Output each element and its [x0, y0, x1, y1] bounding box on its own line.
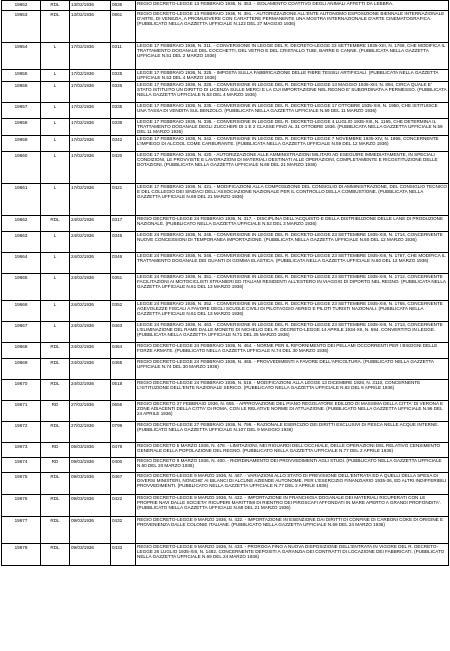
record-number: 19678 — [2, 543, 41, 565]
record-number: 19668 — [2, 342, 41, 358]
act-type: L — [41, 43, 70, 70]
act-date: 17/02/1936 — [70, 135, 111, 151]
act-date: 24/02/1936 — [70, 273, 111, 300]
act-type: RDL — [41, 472, 70, 494]
record-number: 19670 — [2, 379, 41, 400]
act-type: L — [41, 70, 70, 82]
act-description: REGIO DECRETO-LEGGE 9 MARZO 1936, N. 467. - VARIAZIONI ALLO STATO DI PREVISIONE DELL'ENTRATA ED A QUELLI DELLA SPESA DI DIVERSI MINISTERI, NONCHE' AI BILANCI DI ALCUNE AZIENDE AUTONOME, PER L'ESERCIZIO FINANZIARIO 1935-36, ED ALTRI INDIFFERIBILI PROVVEDIMENTI. (PUBBLICATO NELLA GAZZETTA UFFICIALE N.77 DEL 2 APRILE 1936) — [136, 472, 449, 494]
act-description: LEGGE 24 FEBBRAIO 1936, N. 463. - CONVERSIONE IN LEGGE DEL R. DECRETO-LEGGE 23 SETTEMBRE 1935-XIII, N. 1713, CONCERNENTE L'ELIMINAZIONE DEL RAME DALLE MONETE DI NICHELIO DEL R. DECRETO-LEGGE 14 APRILE 1934-XII, N. 594. CONVERTITO IN LEGGE. (PUBBLICATA NELLA GAZZETTA UFFICIALE N.71 DEL 25 MARZO 1936) — [136, 321, 449, 342]
record-number: 19652 — [2, 1, 41, 11]
act-date: 24/02/1936 — [70, 231, 111, 252]
act-code: 0432 — [111, 516, 136, 543]
table-row — [2, 300, 449, 321]
act-date: 09/03/1936 — [70, 457, 111, 472]
act-type: L — [41, 103, 70, 119]
act-code: 0325 — [111, 70, 136, 82]
act-code: 0422 — [111, 494, 136, 516]
act-date: 17/02/1936 — [70, 43, 111, 70]
record-number: 19669 — [2, 358, 41, 379]
act-date: 17/02/1936 — [70, 183, 111, 215]
act-description: LEGGE 24 FEBBRAIO 1936, N. 345. - CONVERSIONE IN LEGGE DEL R. DECRETO-LEGGE 23 SETTEMBRE 1935-XIII, N. 1714, CONCERNENTE NUOVE CONCESSIONI DI TEMPORANEA IMPORTAZIONE. (PUBBLICATA NELLA GAZZETTA UFFICIALE N.60 DEL 12 MARZO 1936) — [136, 231, 449, 252]
act-description: REGIO DECRETO 5 MARZO 1936, N. 478. - LIMITAZIONI, NEI RIGUARDI DELL'OCCHIALE, DELLE OPERAZIONI DEL RELATIVO CENSIMENTO GENERALE DELLA POPOLAZIONE DEL REGNO. (PUBBLICATO NELLA GAZZETTA UFFICIALE N.77 DEL 2 APRILE 1936) — [136, 442, 449, 457]
act-description: LEGGE 24 FEBBRAIO 1936, N. 351. - CONVERSIONE IN LEGGE DEL R. DECRETO-LEGGE 23 SETTEMBRE 1935-XIII, N. 1712, CONCERNENTE FACILITAZIONI AI MOTOCICLISTI STRANIERI ED ITALIANI RESIDENTI ALL'ESTERO IN VIAGGIO DI DIPORTO NEL REGNO. (PUBBLICATA NELLA GAZZETTA UFFICIALE N.61 DEL 13 MARZO 1936) — [136, 273, 449, 300]
act-code: 0352 — [111, 300, 136, 321]
table-row — [2, 135, 449, 151]
table-row — [2, 103, 449, 119]
record-number: 19675 — [2, 472, 41, 494]
act-code: 0342 — [111, 135, 136, 151]
table-row — [2, 379, 449, 400]
table-row — [2, 472, 449, 494]
table-row — [2, 1, 449, 11]
act-type: RDL — [41, 494, 70, 516]
act-type: L — [41, 252, 70, 273]
act-description: REGIO DECRETO-LEGGE 24 FEBBRAIO 1936, N. 518. - MODIFICAZIONI ALLA LEGGE 13 DICEMBRE 1928, N. 3110, CONCERNENTE L'ISTITUZIONE DELL'ENTE NAZIONALE SERICO. (PUBBLICATO NELLA GAZZETTA UFFICIALE N.82 DEL 8 APRILE 1936) — [136, 379, 449, 400]
table-row — [2, 442, 449, 457]
act-description: LEGGE 17 FEBBRAIO 1936, N. 335. - CONVERSIONE IN LEGGE DEL R. DECRETO-LEGGE 17 OTTOBRE 1935-XIII, N. 1950, CHE ISTITUISCE UNA TASSA DI VENDITA SUL BENZOLO. (PUBBLICATA NELLA GAZZETTA UFFICIALE N.59 DEL 11 MARZO 1936) — [136, 103, 449, 119]
act-code: 0463 — [111, 321, 136, 342]
act-code: 0317 — [111, 215, 136, 231]
act-code: 0478 — [111, 442, 136, 457]
record-number: 19658 — [2, 119, 41, 136]
act-date: 24/02/1936 — [70, 252, 111, 273]
record-number: 19666 — [2, 300, 41, 321]
act-date: 27/02/1936 — [70, 400, 111, 421]
record-number: 19664 — [2, 252, 41, 273]
record-number: 19676 — [2, 494, 41, 516]
act-code: 0655 — [111, 400, 136, 421]
act-date: 24/02/1936 — [70, 342, 111, 358]
table-row — [2, 43, 449, 70]
table-row — [2, 273, 449, 300]
act-code: 0465 — [111, 358, 136, 379]
table-row — [2, 151, 449, 183]
decree-table — [1, 0, 449, 566]
act-code: 0345 — [111, 231, 136, 252]
act-description: LEGGE 17 FEBBRAIO 1936, N. 325. - IMPOSTA SULLA FABBRICAZIONE DELLE FIBRE TESSILI ARTIFICIALI. (PUBBLICATA NELLA GAZZETTA UFFICIALE N.53 DEL 4 MARZO 1936) — [136, 70, 449, 82]
act-code: 0351 — [111, 273, 136, 300]
act-type: RD — [41, 400, 70, 421]
act-code: 0835 — [111, 1, 136, 11]
act-description: REGIO DECRETO-LEGGE 13 FEBBRAIO 1936, N. 353. - ISOLAMENTO COATTIVO DEGLI ANIMALI AFFETTI DA LEBBRA. — [136, 1, 449, 11]
act-type: L — [41, 119, 70, 136]
act-code: 0335 — [111, 103, 136, 119]
act-date: 09/03/1936 — [70, 472, 111, 494]
record-number: 19655 — [2, 70, 41, 82]
table-row — [2, 358, 449, 379]
act-type: RDL — [41, 516, 70, 543]
record-number: 19654 — [2, 43, 41, 70]
act-description: LEGGE 17 FEBBRAIO 1936, N. 421. - MODIFICAZIONI ALLA COMPOSIZIONE DEL CONSIGLIO DI AMMINISTRAZIONE, DEL CONSIGLIO TECNICO E DEL COLLEGIO DEI SINDACI DELL'ASSOCIAZIONE NAZIONALE PER IL CONTROLLO DELLA COMBUSTIONE. (PUBBLICATA NELLA GAZZETTA UFFICIALE N.68 DEL 21 MARZO 1936) — [136, 183, 449, 215]
table-row — [2, 215, 449, 231]
record-number: 19665 — [2, 273, 41, 300]
table-row — [2, 183, 449, 215]
act-description: REGIO DECRETO-LEGGE 24 FEBBRAIO 1936, N. 465. - PROVVEDIMENTI A FAVORE DELL'APICOLTURA. (PUBBLICATO NELLA GAZZETTA UFFICIALE N.74 DEL 30 MARZO 1936) — [136, 358, 449, 379]
act-code: 0518 — [111, 379, 136, 400]
act-date: 17/02/1936 — [70, 119, 111, 136]
act-description: REGIO DECRETO-LEGGE 13 FEBBRAIO 1936, N. 391. - AUTORIZZAZIONE ALL'ENTE AUTONOMO ESPOSIZIONE BIENNALE INTERNAZIONALE D'ARTE, DI VENEZIA, A PROMUOVERE CON CARATTERE PERMANENTE UNA MOSTRA INTERNAZIONALE D'ARTE CINEMATOGRAFICA. (PUBBLICATO NELLA GAZZETTA UFFICIALE N.122 DEL 27 MAGGIO 1936) — [136, 11, 449, 43]
table-row — [2, 11, 449, 43]
act-code: 0400 — [111, 457, 136, 472]
act-description: REGIO DECRETO-LEGGE 24 FEBBRAIO 1936, N. 317. - DISCIPLINA DELL'ACQUISTO E DELLA DISTRIBUZIONE DELLE LANE DI PRODUZIONE NAZIONALE. (PUBBLICATO NELLA GAZZETTA UFFICIALE N.52 DEL 3 MARZO 1936) — [136, 215, 449, 231]
act-date: 17/02/1936 — [70, 103, 111, 119]
act-description: LEGGE 24 FEBBRAIO 1936, N. 346. - CONVERSIONE IN LEGGE DEL R. DECRETO-LEGGE 23 SETTEMBRE 1935-XIII, N. 1767, CHE MODIFICA IL TRATTAMENTO DOGANALE DEI GUANTI DI GOMMA ELASTICA. (PUBBLICATA NELLA GAZZETTA UFFICIALE N.60 DEL 12 MARZO 1936) — [136, 252, 449, 273]
act-date: 24/02/1936 — [70, 321, 111, 342]
act-type: L — [41, 151, 70, 183]
act-description: REGIO DECRETO-LEGGE 9 MARZO 1936, N. 433. - PROROGA FINO A NUOVA DISPOSIZIONE DELL'ENTRATA IN VIGORE DEL R. DECRETO-LEGGE 26 LUGLIO 1935-XIII, N. 1482, CONCERNENTE DEPOSITI A GARANZIA DEI CONTRATTI DI LOCAZIONE DEI FABBRICATI. (PUBBLICATO NELLA GAZZETTA UFFICIALE N.69 DEL 24 MARZO 1936) — [136, 543, 449, 565]
act-description: LEGGE 17 FEBBRAIO 1936, N. 342. - CONVERSIONE IN LEGGE DEL R. DECRETO-LEGGE 7 NOVEMBRE 1935-XIV, N. 1965, CONCERNENTE L'IMPIEGO DI ALCOOL COME CARBURANTE. (PUBBLICATA NELLA GAZZETTA UFFICIALE N.59 DEL 12 MARZO 1936) — [136, 135, 449, 151]
record-number: 19672 — [2, 421, 41, 442]
act-description: REGIO DECRETO-LEGGE 27 FEBBRAIO 1936, N. 799. - RAZIONALE ESERCIZIO DEI DIRITTI ESCLUSIVI DI PESCA NELLE ACQUE INTERNE. (PUBBLICATO NELLA GAZZETTA UFFICIALE N.107 DEL 9 MAGGIO 1936) — [136, 421, 449, 442]
act-code: 0799 — [111, 421, 136, 442]
table-row — [2, 457, 449, 472]
act-type: RD — [41, 457, 70, 472]
record-number: 19667 — [2, 321, 41, 342]
act-type: RDL — [41, 358, 70, 379]
act-date: 27/02/1936 — [70, 421, 111, 442]
act-date: 17/02/1936 — [70, 82, 111, 103]
act-date: 24/02/1936 — [70, 300, 111, 321]
act-date: 24/02/1936 — [70, 358, 111, 379]
record-number: 19659 — [2, 135, 41, 151]
act-date: 09/03/1936 — [70, 543, 111, 565]
table-row — [2, 252, 449, 273]
table-row — [2, 70, 449, 82]
act-description: LEGGE 17 FEBBRAIO 1936, N. 311. - CONVERSIONE IN LEGGE DEL R. DECRETO-LEGGE 23 SETTEMBRE 1935-XIII, N. 1769, CHE MODIFICA IL TRATTAMENTO DOGANALE DEL COCCHETTI, DEL VETRO E DEL CRISTALLO TUBI, BARRE E CANNE. (PUBBLICATA NELLA GAZZETTA UFFICIALE N.51 DEL 2 MARZO 1936) — [136, 43, 449, 70]
act-type: L — [41, 273, 70, 300]
act-type: L — [41, 135, 70, 151]
table-row — [2, 516, 449, 543]
act-type: RDL — [41, 543, 70, 565]
act-type: L — [41, 231, 70, 252]
act-code: 0346 — [111, 252, 136, 273]
act-type: L — [41, 82, 70, 103]
record-number: 19657 — [2, 103, 41, 119]
record-number: 19673 — [2, 442, 41, 457]
record-number: 19671 — [2, 400, 41, 421]
act-date: 24/02/1936 — [70, 215, 111, 231]
act-description: LEGGE 24 FEBBRAIO 1936, N. 352. - CONVERSIONE IN LEGGE DEL R. DECRETO-LEGGE 23 SETTEMBRE 1935-XIII, N. 1765, CONCERNENTE AGEVOLEZZE FISCALI A FAVORE DEGLI SCUOLE CIVILI DI PILOTAGGIO AEREO E PILOTI TURISTI NAZIONALI. (PUBBLICATA NELLA GAZZETTA UFFICIALE N.61 DEL 13 MARZO 1936) — [136, 300, 449, 321]
act-description: REGIO DECRETO-LEGGE 9 MARZO 1936, N. 422. - IMPORTAZIONE IN FRANCHIGIA DOGANALE DEI MATERIALI RICUPERATI CON LE PROPRIE NAVI DALLE SOCIETA' RICUPERI MARITTIMI DI RIENTRO DEI PIROSCAFI AFFONDATI IN MARE APERTO A GRANDI PROFONDITA'. (PUBBLICATO NELLA GAZZETTA UFFICIALE N.68 DEL 21 MARZO 1936) — [136, 494, 449, 516]
act-code: 0433 — [111, 543, 136, 565]
act-date: 13/02/1936 — [70, 11, 111, 43]
table-row — [2, 400, 449, 421]
act-description: REGIO DECRETO 9 MARZO 1936, N. 400. - RIORDINAMENTO DEI PROVVEDIMENTI AGLI STUDI. (PUBBLICATO NELLA GAZZETTA UFFICIALE N.60 DEL 20 MARZO 1936) — [136, 457, 449, 472]
act-date: 05/03/1936 — [70, 442, 111, 457]
act-description: LEGGE 17 FEBBRAIO 1936, N. 326. - CONVERSIONE IN LEGGE DEL R. DECRETO-LEGGE 13 MAGGIO 1935-XIII, N. 894, CIRCA QUALE E' STATO ISTITUITO UN DIRITTO DI LICENZA SULLE MERCI E LA CUI IMPORTAZIONE NEL REGNO E' SUBORDINATA A PERMESSO. (PUBBLICATA NELLA GAZZETTA UFFICIALE N.53 DEL 4 MARZO 1936) — [136, 82, 449, 103]
act-date: 13/02/1936 — [70, 1, 111, 11]
act-code: 0420 — [111, 151, 136, 183]
record-number: 19661 — [2, 183, 41, 215]
act-code: 0464 — [111, 342, 136, 358]
record-number: 19653 — [2, 11, 41, 43]
act-type: RDL — [41, 11, 70, 43]
record-number: 19677 — [2, 516, 41, 543]
act-type: L — [41, 183, 70, 215]
record-number: 19662 — [2, 215, 41, 231]
act-type: L — [41, 321, 70, 342]
act-date: 17/02/1936 — [70, 151, 111, 183]
act-code: 0851 — [111, 11, 136, 43]
act-date: 17/02/1936 — [70, 70, 111, 82]
record-number: 19663 — [2, 231, 41, 252]
act-type: RD — [41, 442, 70, 457]
table-row — [2, 82, 449, 103]
act-code: 0311 — [111, 43, 136, 70]
act-date: 24/02/1936 — [70, 379, 111, 400]
table-row — [2, 119, 449, 136]
table-row — [2, 494, 449, 516]
table-row — [2, 421, 449, 442]
table-row — [2, 321, 449, 342]
act-type: RDL — [41, 215, 70, 231]
act-code: 0326 — [111, 82, 136, 103]
record-number: 19660 — [2, 151, 41, 183]
act-date: 09/03/1936 — [70, 494, 111, 516]
act-type: RDL — [41, 379, 70, 400]
record-number: 19674 — [2, 457, 41, 472]
act-description: LEGGE 17 FEBBRAIO 1936, N. 420. - AUTORIZZAZIONE ALLE AMMINISTRAZIONI MILITARI AD ESEGUIRE IMMEDIATAMENTE, IN SPECIALI CONDIZIONI, LE PROVVISTE E LAVORAZIONI DI MATERIALI DESTINATI ALLE OPERAZIONI, COMPLETAMENTE E RICOSTITUZIONE DELLE DOTAZIONI. (PUBBLICATA NELLA GAZZETTA UFFICIALE N.68 DEL 21 MARZO 1936) — [136, 151, 449, 183]
table-row — [2, 543, 449, 565]
act-code: 0467 — [111, 472, 136, 494]
act-type: RDL — [41, 342, 70, 358]
act-type: L — [41, 300, 70, 321]
act-description: LEGGE 17 FEBBRAIO 1936, N. 336. - CONVERSIONE IN LEGGE DEL R. DECRETO-LEGGE 4 LUGLIO 1935-XIII, N. 1165, CHE DETERMINA IL TRATTAMENTO DOGANALE DEGLI ZUCCHERI DI 1 E 2 CLASSE FINO AL 31 OTTOBRE 1936. (PUBBLICATA NELLA GAZZETTA UFFICIALE N.59 DEL 11 MARZO 1936) — [136, 119, 449, 136]
act-description: REGIO DECRETO 27 FEBBRAIO 1936, N. 655. - APPROVAZIONE DEL PIANO REGOLATORE EDILIZIO DI MASSIMA DELLA CITTA' DI VERONA E ZONE ADIACENTI DELLA CITTA' DI ROMA, CON LE RELATIVE NORME DI ATTUAZIONE. (PUBBLICATO NELLA GAZZETTA UFFICIALE N.96 DEL 24 APRILE 1936) — [136, 400, 449, 421]
table-row — [2, 231, 449, 252]
table-row — [2, 342, 449, 358]
act-description: REGIO DECRETO-LEGGE 9 MARZO 1936, N. 432. - IMPORTAZIONE IN ESENZIONE DAI DIRITTI DI CONFINE DI CARBONI COKE DI ORIGINE E PROVENIENZA DALLE COLONIE ITALIANE. (PUBBLICATO NELLA GAZZETTA UFFICIALE N.69 DEL 24 MARZO 1936) — [136, 516, 449, 543]
act-type: RDL — [41, 421, 70, 442]
act-date: 09/03/1936 — [70, 516, 111, 543]
act-type: RDL — [41, 1, 70, 11]
act-code: 0336 — [111, 119, 136, 136]
record-number: 19656 — [2, 82, 41, 103]
act-description: REGIO DECRETO-LEGGE 24 FEBBRAIO 1936, N. 464. - NORME PER IL RIFORNIMENTO DEI PELLAMI OCCORRENTI PER I BISOGNI DELLE FORZE ARMATE. (PUBBLICATO NELLA GAZZETTA UFFICIALE N.74 DEL 30 MARZO 1936) — [136, 342, 449, 358]
act-code: 0421 — [111, 183, 136, 215]
